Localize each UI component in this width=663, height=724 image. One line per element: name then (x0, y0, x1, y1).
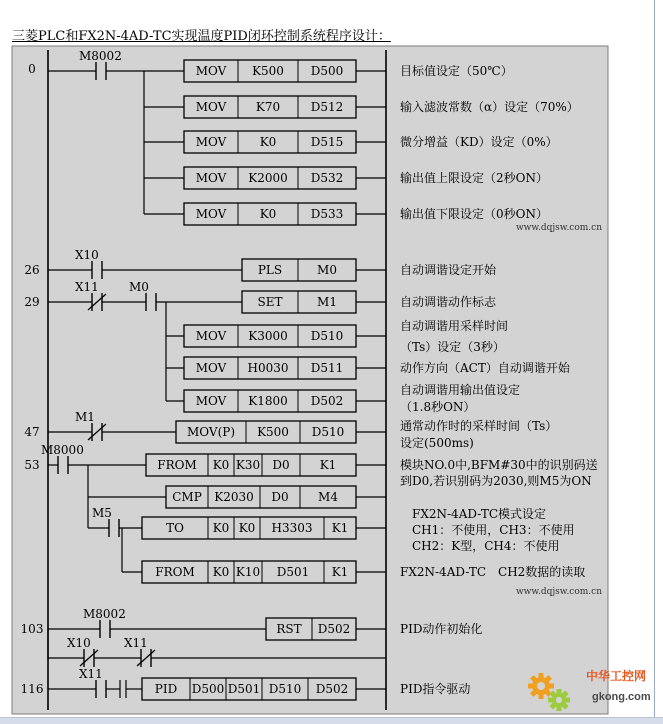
operand: K500 (257, 425, 289, 439)
operand: K0 (259, 207, 277, 221)
operand: H0030 (247, 361, 289, 375)
operand: D511 (310, 361, 344, 375)
watermark: www.dqjsw.com.cn (515, 587, 602, 597)
operand: MOV(P) (186, 425, 236, 439)
operand: D512 (310, 100, 344, 114)
operand: FROM (155, 565, 195, 579)
rung-comment: 通常动作时的采样时间（Ts） (400, 419, 558, 433)
step-number: 53 (24, 458, 40, 472)
contact-label: X10 (75, 248, 99, 262)
contact-label: M8000 (41, 443, 84, 457)
rung-comment: 自动调谐动作标志 (400, 295, 497, 309)
frame-border (654, 0, 655, 723)
step-number: 103 (20, 622, 44, 636)
watermark: www.dqjsw.com.cn (515, 223, 602, 233)
operand: D502 (317, 622, 351, 636)
operand: TO (166, 521, 184, 535)
operand: D500 (191, 682, 225, 696)
operand: K1 (331, 565, 349, 579)
operand: K1 (331, 521, 349, 535)
rung-comment: 输出值上限设定（2秒ON） (400, 171, 548, 185)
rung-comment: 自动调谐设定开始 (400, 263, 497, 277)
step-number: 0 (28, 62, 36, 76)
operand: K2000 (248, 171, 288, 185)
rung-comment: 模块NO.0中,BFM#30中的识别码送 (400, 458, 598, 472)
operand: MOV (195, 394, 227, 408)
operand: K500 (252, 64, 284, 78)
operand: D533 (310, 207, 344, 221)
step-number: 26 (24, 263, 40, 277)
operand: M1 (317, 295, 337, 309)
operand: K0 (212, 458, 230, 472)
rung-comment: CH2：K型，CH4：不使用 (412, 539, 560, 553)
operand: K0 (259, 135, 277, 149)
operand: D532 (310, 171, 344, 185)
rung-comment: 自动调谐用输出值设定 (400, 383, 521, 397)
rung-comment: （Ts）设定（3秒） (400, 340, 505, 354)
operand: D501 (276, 565, 310, 579)
operand: MOV (195, 135, 227, 149)
rung-comment: 微分增益（KD）设定（0%） (400, 135, 558, 149)
operand: K0 (212, 565, 230, 579)
operand: D502 (315, 682, 349, 696)
contact-label: M8002 (79, 49, 122, 63)
operand: K1 (319, 458, 337, 472)
step-number: 116 (20, 682, 44, 696)
operand: MOV (195, 207, 227, 221)
operand: D510 (268, 682, 302, 696)
operand: K2030 (214, 490, 254, 504)
operand: D501 (227, 682, 261, 696)
contact-label: M8002 (83, 607, 126, 621)
page-title: 三菱PLC和FX2N-4AD-TC实现温度PID闭环控制系统程序设计： (12, 29, 391, 44)
rung-comment: 输入滤波常数（α）设定（70%） (400, 100, 579, 114)
operand: M4 (318, 490, 338, 504)
rung-comment: 到D0,若识别码为2030,则M5为ON (400, 474, 592, 488)
operand: D0 (271, 490, 289, 504)
frame-bottom (0, 717, 663, 724)
operand: MOV (195, 171, 227, 185)
logo-domain: gkong.com (592, 691, 651, 703)
contact-label: M5 (92, 506, 112, 520)
operand: MOV (195, 329, 227, 343)
ladder-svg (12, 46, 651, 714)
operand: D510 (311, 425, 345, 439)
operand: D502 (310, 394, 344, 408)
step-number: 47 (24, 425, 40, 439)
operand: FROM (157, 458, 197, 472)
rung-comment: 设定(500ms) (400, 436, 474, 450)
operand: M0 (317, 263, 337, 277)
rung-comment: 自动调谐用采样时间 (400, 319, 509, 333)
rung-comment: PID动作初始化 (400, 622, 483, 636)
operand: MOV (195, 100, 227, 114)
operand: D515 (310, 135, 344, 149)
operand: K1800 (248, 394, 288, 408)
operand: K3000 (248, 329, 288, 343)
logo-name: 中华工控网 (586, 669, 647, 683)
operand: CMP (172, 490, 202, 504)
operand: D500 (310, 64, 344, 78)
rung-comment: 动作方向（ACT）自动调谐开始 (400, 361, 570, 375)
rung-comment: PID指令驱动 (400, 682, 471, 696)
operand: PLS (257, 263, 283, 277)
contact-label: X11 (75, 280, 99, 294)
step-number: 29 (24, 295, 40, 309)
operand: K0 (212, 521, 230, 535)
operand: MOV (195, 64, 227, 78)
operand: H3303 (271, 521, 313, 535)
contact-label: X11 (124, 636, 148, 650)
operand: K10 (235, 565, 261, 579)
contact-label: M0 (129, 280, 149, 294)
operand: SET (257, 295, 283, 309)
operand: MOV (195, 361, 227, 375)
operand: K0 (238, 521, 256, 535)
contact-label: X10 (67, 636, 91, 650)
rung-comment: 目标值设定（50℃） (400, 64, 513, 78)
operand: D510 (310, 329, 344, 343)
operand: D0 (272, 458, 290, 472)
rung-comment: FX2N-4AD-TC CH2数据的读取 (400, 565, 586, 579)
operand: PID (154, 682, 178, 696)
operand: K70 (255, 100, 281, 114)
rung-comment: （1.8秒ON） (400, 400, 476, 414)
rung-comment: FX2N-4AD-TC模式设定 (412, 507, 547, 521)
rung-comment: CH1：不使用，CH3：不使用 (412, 523, 575, 537)
operand: RST (276, 622, 302, 636)
ladder-diagram (12, 46, 651, 718)
operand: K30 (235, 458, 261, 472)
contact-label: X11 (79, 667, 103, 681)
rung-comment: 输出值下限设定（0秒ON） (400, 207, 548, 221)
contact-label: M1 (75, 410, 95, 424)
